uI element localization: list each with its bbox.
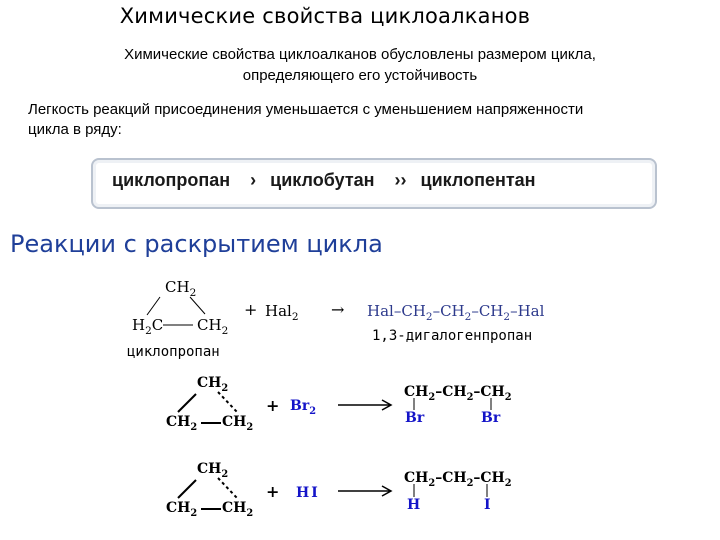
r2-ch2-right: $CH_2$ xyxy=(222,414,254,433)
r2-plus: + xyxy=(266,396,280,415)
series-item-cyclopropane: циклопропан xyxy=(112,170,231,190)
r1-arrow: → xyxy=(331,300,345,319)
series-item-cyclobutane: циклобутан xyxy=(270,170,375,190)
r2-arrow xyxy=(338,400,391,410)
r3-ch2-left: $CH_2$ xyxy=(166,500,198,519)
r1-reagent: Hal$_2$ xyxy=(265,302,299,323)
r1-product-name: 1,3-дигалогенпропан xyxy=(372,328,533,344)
r2-sub-right: Br xyxy=(481,410,501,426)
r1-name: циклопропан xyxy=(127,344,220,360)
section-heading: Реакции с раскрытием цикла xyxy=(10,230,383,258)
r3-product: $CH_2-CH_2-CH_2$ xyxy=(404,470,512,489)
r3-bond-left xyxy=(178,480,196,498)
r1-plus: + xyxy=(244,300,258,319)
subtitle-line-1: Химические свойства циклоалканов обусловлены размером цикла, xyxy=(124,46,596,63)
r3-arrow xyxy=(338,486,391,496)
r3-reagent: HI xyxy=(296,485,320,501)
r2-ch2-top: $CH_2$ xyxy=(197,375,229,394)
r3-plus: + xyxy=(266,482,280,501)
r2-product: $CH_2-CH_2-CH_2$ xyxy=(404,384,512,403)
series-separator-2: ›› xyxy=(394,170,407,190)
r3-sub-left: H xyxy=(407,497,421,513)
r3-bond-right xyxy=(218,478,237,498)
r2-bond-left xyxy=(178,394,196,412)
r2-ch2-left: $CH_2$ xyxy=(166,414,198,433)
r2-reagent: $Br_2$ xyxy=(290,398,317,417)
r3-sub-right: I xyxy=(484,497,491,513)
r1-ch2-right: $CH_2$ xyxy=(197,316,229,337)
r1-bond-right xyxy=(190,297,205,314)
r1-h2c-left: $H_2C$ xyxy=(132,316,164,337)
r1-bond-left xyxy=(147,297,160,315)
r3-ch2-top: $CH_2$ xyxy=(197,461,229,480)
r1-ch2-top: $CH_2$ xyxy=(165,278,197,299)
intro-line-2: цикла в ряду: xyxy=(28,121,122,138)
series-separator-1: › xyxy=(250,170,257,190)
r2-sub-left: Br xyxy=(405,410,425,426)
series-item-cyclopentane: циклопентан xyxy=(420,170,536,190)
subtitle-line-2: определяющего его устойчивость xyxy=(242,67,478,84)
r1-product: Hal–$CH_2-CH_2-CH_2$–Hal xyxy=(367,302,545,323)
r2-bond-right xyxy=(218,392,237,412)
page-title: Химические свойства циклоалканов xyxy=(119,4,531,28)
r3-ch2-right: $CH_2$ xyxy=(222,500,254,519)
intro-line-1: Легкость реакций присоединения уменьшается с уменьшением напряженности xyxy=(28,101,584,118)
